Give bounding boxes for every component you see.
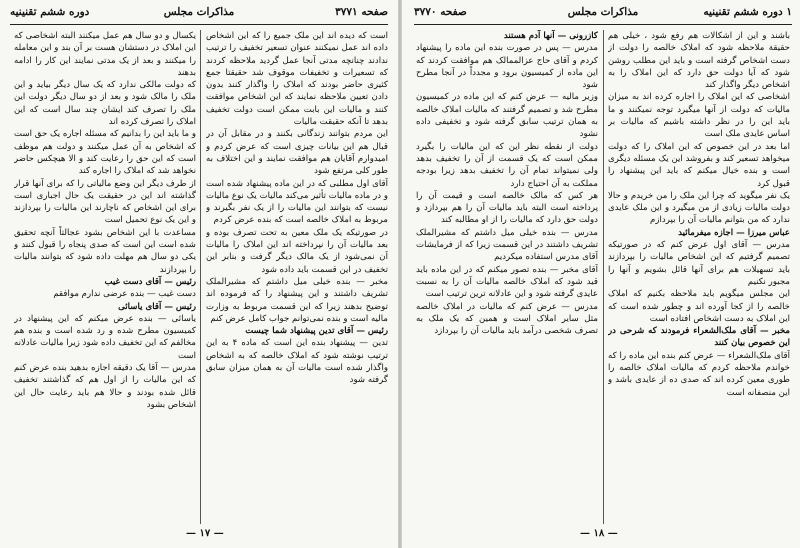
- paragraph: یکسال و دو سال هم عمل میکنند البته اشخاصی که این املاک در دستشان هست بر آن بند و این معامله را میکنند و بعد از یک مدتی نمایند این کار را ادامه بدهند: [14, 31, 196, 78]
- paragraph: مساعدت با این اشخاص بشود عجالتاً آنچه تحقیق شده است این است که صدی پنجاه را قبول کنند و یکی دو سال هم مهلت داده شود که بتوانند مالیات را بپردازند: [14, 227, 196, 275]
- paragraph: دست غیب — بنده عرضی ندارم موافقم: [53, 289, 196, 300]
- right-page-header: [414, 6, 792, 24]
- right-page: [402, 0, 800, 548]
- left-header-rule: [10, 24, 388, 25]
- right-page-column-left: [416, 30, 598, 526]
- paragraph: این مجلس میگویم باید ملاحظه بکنیم که املاک خالصه را از کجا آورده اند و چطور شده است که این املاک به دست اشخاص افتاده است: [608, 289, 790, 324]
- paragraph: آقای ملک‌الشعراء — عرض کنم بنده این ماده را که خواندم ملاحظه کردم که مالیات املاک خالصه را طوری معین کرده اند که صدی ده از عایدی باشد و این منصفانه است: [608, 350, 790, 398]
- left-header-page-label: صفحه ۳۷۷۱: [335, 6, 388, 18]
- paragraph: یک نفر میگوید که چرا این ملک را من خریدم و حالا دولت مالیات زیادی از من میگیرد و این ملک عایدی ندارد که من بتوانم مالیات آن را بپردازم: [608, 190, 790, 226]
- left-header-session: دوره ششم تقنینیه: [10, 6, 90, 18]
- paragraph: تدین — پیشنهاد بنده این است که ماده ۴ به این ترتیب نوشته شود که املاک خالصه که به اشخاص واگذار شده است مالیات آن به همان میزان سابق گرفته شود: [206, 338, 388, 386]
- right-header-title: مذاکرات مجلس: [567, 6, 639, 18]
- paragraph: وزیر مالیه — عرض کنم که این ماده در کمیسیون مطرح شد و تصمیم گرفتند که مالیات املاک خالصه به همان ترتیب سابق گرفته شود و تخفیفی داده نشود: [416, 92, 598, 140]
- paragraph: است که دیده اند این ملک جمیع را که این اشخاص داده اند عمل نمیکنند عنوان تسعیر تخفیف را ترتیب ندادند چنانچه مدتی آنجا عمل گردید ملاحظه کردند که تسعیرات و تخفیفات موقوف شد حقیقتا جمع کثیری حاضر بودند که املاک را واگذار کنند بدون دادن تعیین ملاحظه نمایند که این اشخاص موافقت کنند و مالیات این بابت ممکن است دولت تخفیف بدهد تا آنکه حقیقت مالیات: [206, 31, 388, 128]
- right-page-column-right: [608, 30, 790, 526]
- left-header-title: مذاکرات مجلس: [163, 6, 235, 18]
- speaker-line: کازرونی — آنها آدم هستند: [503, 31, 598, 41]
- speaker-line: عباس میرزا — اجازه میفرمائید: [678, 227, 790, 238]
- paragraph: اما بعد در این خصوص که این املاک را که دولت میخواهد تسعیر کند و بفروشد این یک مسئله دیگری است و بنده خیال میکنم که باید این پیشنهاد را قبول کرد: [608, 141, 790, 189]
- right-header-rule: [414, 24, 792, 25]
- left-column-divider: [200, 30, 201, 524]
- left-page-column-right: [206, 30, 388, 526]
- left-page: [0, 0, 398, 548]
- left-page-number: — ۱۷ —: [186, 528, 224, 539]
- speaker-line: مخبر — آقای ملک‌الشعراء فرمودند که شرحی در این خصوص بیان کنند: [608, 326, 790, 349]
- paragraph: دولت از نقطه نظر این که این مالیات را بگیرد ممکن است که یک قسمت از آن را تخفیف بدهد ولی نمیتواند تمام آن را تخفیف بدهد زیرا بودجه مملکت به آن احتیاج دارد: [416, 141, 598, 189]
- paragraph: آقای مخبر — بنده تصور میکنم که در این ماده باید قید شود که املاک خالصه مالیات آن را به نسبت عایدی گرفته شود و این عادلانه ترین ترتیب است: [416, 264, 598, 300]
- left-page-column-left: [14, 30, 196, 526]
- paragraph: از طرف دیگر این وضع مالیاتی را که برای آنها قرار گذاشته اند این در حقیقت یک حال اجباری است برای این اشخاص که ناچارند این مالیات را بپردازند و این یک نوع تحمیل است: [14, 178, 196, 226]
- paragraph: آقای اول مطلبی که در این ماده پیشنهاد شده است و در ماده مالیات تأثیر می‌کند مالیات یک نوع مالیات نیست که بتوانند این مالیات را از یک نفر بگیرند و مربوط به املاک خالصه است که بنده عرض کردم: [206, 178, 388, 226]
- right-header-session: ۱ دوره ششم تقنینیه: [703, 6, 792, 18]
- right-header-page-label: صفحه ۳۷۷۰: [414, 6, 467, 18]
- paragraph: در صورتیکه یک ملک معین به تحت تصرف بوده و بعد مالیات آن را نپرداخته اند این املاک را مالیات آن نمی‌شود از یک مالک دیگر گرفت و بنابر این تخفیف در این قسمت باید داده شود: [206, 227, 388, 275]
- paragraph: هر کس که مالک خالصه است و قیمت آن را پرداخته است البته باید مالیات آن را هم بپردازد و دولت حق دارد که مالیات را از او مطالبه کند: [416, 190, 598, 226]
- paragraph: یاسائی — بنده عرض میکنم که این پیشنهاد در کمیسیون مطرح شده و رد شده است و بنده هم مخالفم که این تخفیف داده شود زیرا مالیات عادلانه است: [14, 313, 196, 361]
- paragraph: مدرس — پس در صورت بنده این ماده را پیشنهاد کردم و آقای حاج عز‌الممالک هم موافقت کردند که این ماده از کمیسیون برود و مجدداً در آنجا مطرح شود: [416, 43, 598, 91]
- paragraph: مدرس — آقا یک دقیقه اجازه بدهید بنده عرض کنم که این مالیات را از اول هم که گذاشتند تخفیف قائل شده بودند و حالا هم باید رعایت حال این اشخاص بشود: [14, 363, 196, 410]
- paragraph: مدرس — بنده خیلی میل داشتم که مشیرالملک تشریف داشتند در این قسمت زیرا که از فرمایشات آقای مدرس استفاده میکردیم: [416, 227, 598, 263]
- speaker-line: رئیس — آقای دست غیب: [104, 276, 196, 287]
- paragraph: و ما باید این را بدانیم که مسئله اجاره یک حق است که اشخاص به آن عمل میکنند و دولت هم موظف است که این حق را رعایت کند و الا هیچکس حاضر نخواهد شد که املاک را اجاره کند: [14, 129, 196, 177]
- speaker-line: رئیس — آقای تدین پیشنهاد شما چیست: [245, 326, 388, 337]
- paragraph: مدرس — آقای اول عرض کنم که در صورتیکه تصمیم گرفتیم که این اشخاص مالیات را بپردازند باید تسهیلات هم برای آنها قائل بشویم و آنها را مجبور نکنیم: [608, 240, 790, 287]
- paragraph: این مردم بتوانند زندگانی بکنند و در مقابل آن در قبال هم این بیانات چیزی است که عرض کردم و امیدوارم آقایان هم موافقت نمایند و این اختلاف به طور کلی مرتفع شود: [206, 129, 388, 177]
- right-page-number: — ۱۸ —: [580, 528, 618, 539]
- paragraph: مخبر — بنده خیلی میل داشتم که مشیرالملک تشریف داشتند و این پیشنهاد را که فرموده اند توضیح بدهند زیرا که این قسمت مربوط به وزارت مالیه است و بنده نمی‌توانم جواب کامل عرض کنم: [206, 276, 388, 324]
- paragraph: اشخاصی که این املاک را اجاره کرده اند به میزان مالیات که دولت از آنها میگیرد توجه نمیکنند و ما باید این را در نظر داشته باشیم که مالیات بر اساس عایدی ملک است: [608, 92, 790, 140]
- speaker-line: رئیس — آقای یاسائی: [118, 301, 196, 312]
- paragraph: مدرس — عرض کنم که مالیات در املاک خالصه مثل سایر املاک است و همین که یک ملک به تصرف شخصی درآمد باید مالیات آن را بپردازد: [416, 301, 598, 337]
- paragraph: باشند و این از اشکالات هم رفع شود ، خیلی هم حقیقة ملاحظه شود که املاک خالصه را دولت از دست اشخاص گرفته است و باید این مطلب روشن شود که آیا دولت حق دارد که این املاک را به اشخاص دیگر واگذار کند: [608, 31, 790, 91]
- right-column-divider: [603, 30, 604, 524]
- left-page-header: [10, 6, 388, 24]
- paragraph: که دولت مالکی ندارد که یک سال دیگر بیاید و این ملک را مالک شود و بعد از دو سال دیگر دولت این ملک را تصرف کند ایشان چند سال است که این املاک را تصرف کرده اند: [14, 80, 196, 128]
